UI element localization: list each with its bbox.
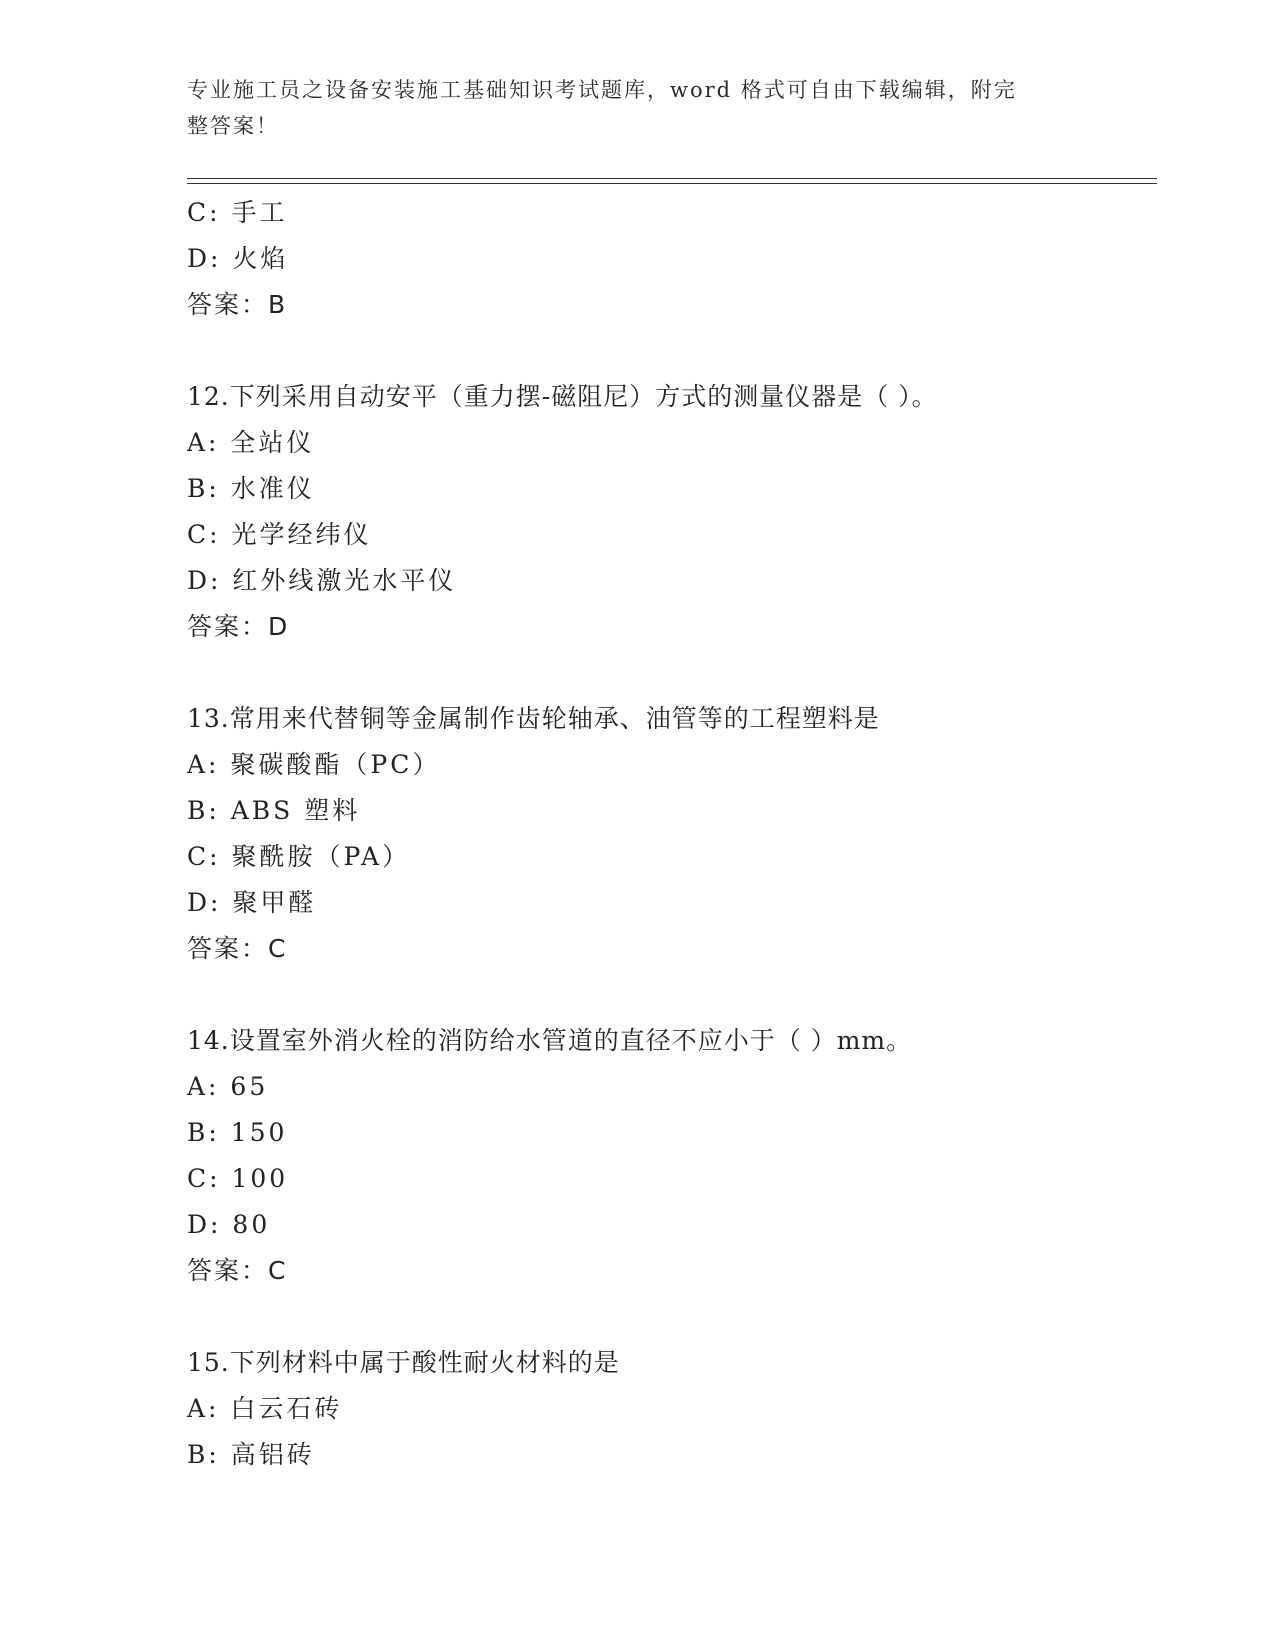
header-line-2: 整答案！ xyxy=(187,114,279,138)
answer-line: 答案：C xyxy=(187,1256,288,1285)
answer-line: 答案：C xyxy=(187,934,288,963)
option-b: B: 150 xyxy=(187,1118,288,1147)
option-d: D: 红外线激光水平仪 xyxy=(187,566,457,595)
option-d: D: 火焰 xyxy=(187,244,289,273)
question-12 xyxy=(187,374,1167,650)
option-b: B: 水准仪 xyxy=(187,474,315,503)
option-d: D: 聚甲醛 xyxy=(187,888,317,917)
question-title: 12.下列采用自动安平（重力摆-磁阻尼）方式的测量仪器是（ ）。 xyxy=(187,382,938,411)
question-title: 13.常用来代替铜等金属制作齿轮轴承、油管等的工程塑料是 xyxy=(187,704,880,733)
option-c: C: 100 xyxy=(187,1164,289,1193)
option-a: A: 聚碳酸酯（PC） xyxy=(187,750,441,779)
header-rule-top xyxy=(187,178,1157,179)
question-15 xyxy=(187,1340,1167,1478)
question-title: 15.下列材料中属于酸性耐火材料的是 xyxy=(187,1348,620,1377)
spacer xyxy=(187,328,1167,374)
option-c: C: 聚酰胺（PA） xyxy=(187,842,411,871)
spacer xyxy=(187,650,1167,696)
question-14 xyxy=(187,1018,1167,1294)
header-line-1: 专业施工员之设备安装施工基础知识考试题库，word 格式可自由下载编辑，附完 xyxy=(187,78,1017,102)
question-list xyxy=(187,190,1167,1478)
option-a: A: 全站仪 xyxy=(187,428,315,457)
question-title: 14.设置室外消火栓的消防给水管道的直径不应小于（ ）mm。 xyxy=(187,1026,913,1055)
header-rule-bottom xyxy=(187,183,1157,184)
option-d: D: 80 xyxy=(187,1210,271,1239)
option-b: B: 高铝砖 xyxy=(187,1440,315,1469)
option-c: C: 手工 xyxy=(187,198,288,227)
answer-line: 答案：B xyxy=(187,290,288,319)
spacer xyxy=(187,972,1167,1018)
option-a: A: 白云石砖 xyxy=(187,1394,343,1423)
document-header xyxy=(187,72,1067,144)
question-13 xyxy=(187,696,1167,972)
option-c: C: 光学经纬仪 xyxy=(187,520,372,549)
answer-line: 答案：D xyxy=(187,612,290,641)
option-a: A: 65 xyxy=(187,1072,269,1101)
question-11-tail xyxy=(187,190,1167,328)
spacer xyxy=(187,1294,1167,1340)
option-b: B: ABS 塑料 xyxy=(187,796,361,825)
